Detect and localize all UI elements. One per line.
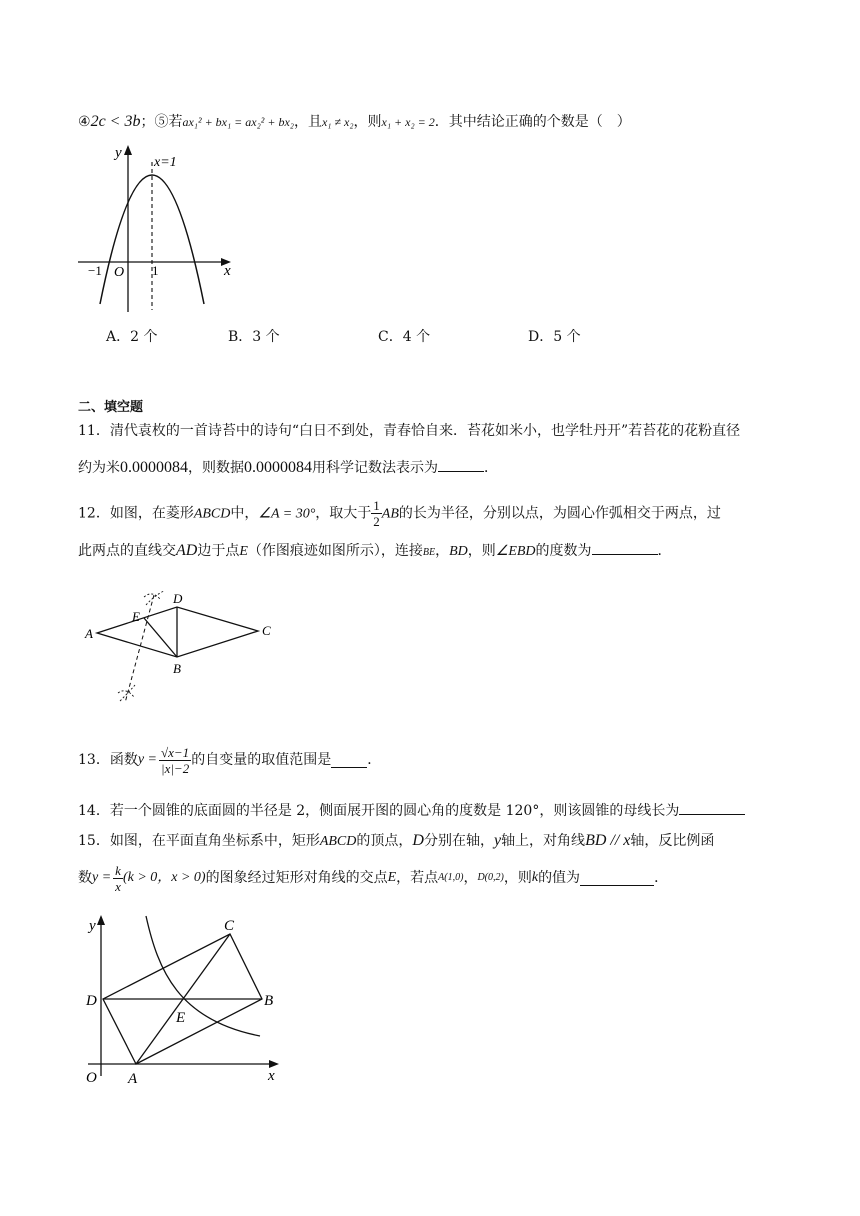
q13-fraction [159, 745, 191, 776]
q10-choice-c[interactable]: C．4 个 [378, 329, 431, 345]
q12-label-e: E [132, 609, 140, 624]
q10-tick-neg1: −1 [88, 263, 102, 278]
q13-numerator: √x−1 [159, 745, 191, 761]
q10-axis-label: x=1 [154, 155, 177, 170]
q13-prefix: 13．函数 [78, 752, 138, 768]
q12-label-c: C [262, 623, 271, 638]
q13-answer-blank[interactable] [331, 753, 367, 768]
q12-line1 [78, 498, 721, 529]
q10-mid2: ，则 [353, 114, 382, 130]
q12-ad: AD [176, 542, 198, 559]
q15-label-b: B [264, 993, 274, 1009]
q12-l2-e: ，则 [467, 543, 496, 559]
q15-y-arrow [97, 915, 105, 925]
q12-l1-c: ，取大于 [315, 505, 372, 522]
q12-angle: ∠A = 30° [258, 506, 316, 522]
q12-l1-a: 12．如图，在菱形 [78, 505, 194, 522]
q12-bd: BD [449, 544, 468, 559]
q12-label-a: A [85, 626, 93, 641]
q15-l1-d: 轴上，对角线 [501, 833, 586, 849]
q12-l2-b: 边于点 [197, 543, 240, 559]
q15-l2-a: 数 [78, 870, 92, 886]
q15-l1-e: 轴，反比例函 [630, 833, 715, 849]
q15-rectangle-figure [78, 910, 288, 1090]
q10-sum: x₁ + x₂ = 2 [381, 115, 435, 129]
q15-l1-a: 15．如图，在平面直角坐标系中，矩形 [78, 833, 320, 849]
q12-l2-d: ， [435, 543, 450, 559]
q15-l1-b: 的顶点， [356, 833, 413, 849]
q15-abcd: ABCD [319, 834, 357, 849]
q10-eq5: ax₁² + bx₁ = ax₂² + bx₂ [182, 115, 294, 129]
q10-x-label: x [224, 263, 231, 279]
q12-l2-f: 的度数为 [535, 543, 592, 559]
q15-fraction [113, 863, 123, 894]
section-title: 二、填空题 [78, 400, 144, 415]
q10-tick-1: 1 [152, 263, 159, 278]
q11-num-b: 0.0000084 [244, 459, 312, 476]
q10-line [78, 112, 631, 132]
q15-y-eq: y = [92, 870, 112, 885]
q11-text-a: 约为米 [78, 460, 120, 476]
q13-y-eq: y = [137, 752, 157, 767]
q11-num-a: 0.0000084 [120, 459, 188, 476]
q15-l2-b: 的图象经过矩形对角线的交点 [205, 870, 388, 886]
q15-y-label: y [89, 918, 96, 934]
q13-line [78, 742, 381, 778]
q15-kk: k [531, 870, 539, 885]
q14-text: 14．若一个圆锥的底面圆的半径是 2，侧面展开图的圆心角的度数是 120°，则该圆锥的母线长为 [78, 803, 680, 819]
q15-bdx: BD // x [585, 832, 631, 849]
q12-ab: AB [381, 506, 399, 522]
q15-end: ． [654, 870, 669, 886]
q12-e: E [239, 544, 248, 559]
q15-label-e: E [176, 1010, 186, 1026]
q15-label-a: A [128, 1071, 138, 1087]
q15-e: E [387, 870, 397, 885]
q12-l1-b: 中， [230, 505, 259, 522]
q12-arc-top-2 [146, 591, 164, 605]
q10-origin: O [114, 265, 125, 280]
q11-line1: 11．清代袁枚的一首诗苔中的诗句“白日不到处，青春恰自来．苔花如米小，也学牡丹开”若苔花的花粉直径 [78, 423, 741, 439]
q13-suffix: 的自变量的取值范围是 [191, 752, 332, 768]
q10-choice-a[interactable]: A．2 个 [106, 329, 158, 345]
q10-y-arrow [124, 145, 132, 155]
q11-text-b: ，则数据 [188, 460, 244, 476]
q11-line2 [78, 457, 498, 478]
q12-abcd: ABCD [193, 506, 231, 522]
q10-choice-d[interactable]: D．5 个 [528, 329, 581, 345]
q12-frac-num: 1 [373, 498, 380, 513]
q15-label-d: D [86, 993, 97, 1009]
q12-l2-c: （作图痕迹如图所示），连接 [247, 543, 423, 559]
q12-l2-a: 此两点的直线交 [78, 543, 176, 559]
q15-point-d: D(0,2) [477, 872, 504, 883]
q10-sep: ；⑤若 [140, 114, 183, 130]
q15-y: y [493, 832, 502, 849]
q15-x-arrow [269, 1060, 279, 1068]
q15-d: D [412, 832, 424, 849]
q10-neq: x₁ ≠ x₂ [321, 115, 354, 129]
q12-end: ． [657, 543, 672, 559]
q12-label-d: D [173, 591, 183, 606]
q15-origin: O [86, 1070, 97, 1086]
q15-l1-c: 分别在轴， [423, 833, 494, 849]
q11-end: ． [484, 460, 498, 476]
q14-answer-blank[interactable] [679, 800, 745, 815]
q15-x-label: x [268, 1068, 275, 1084]
q15-label-c: C [224, 918, 235, 934]
q12-rhombus-figure [80, 585, 280, 710]
q10-prefix: ④ [78, 114, 91, 130]
q12-ebd: ∠EBD [495, 544, 536, 559]
q10-choice-b[interactable]: B．3 个 [228, 329, 280, 345]
q13-denominator: |x|−2 [161, 760, 190, 776]
q11-answer-blank[interactable] [438, 457, 484, 472]
q15-l2-f: 的值为 [538, 870, 581, 886]
q15-answer-blank[interactable] [580, 871, 654, 886]
q15-frac-k: k [115, 862, 121, 878]
q12-label-b: B [173, 661, 181, 676]
q14-line [78, 800, 745, 821]
q10-cond4: 2c < 3b [90, 113, 141, 130]
q12-be: BE [422, 547, 436, 558]
q10-mid1: ，且 [293, 114, 322, 130]
q15-line1 [78, 831, 714, 852]
q15-line2 [78, 860, 668, 896]
q12-line2 [78, 540, 672, 563]
q15-hyperbola [146, 916, 260, 1036]
q12-fraction [371, 498, 382, 529]
q15-l2-d: ， [463, 870, 478, 886]
q12-frac-den: 2 [373, 514, 380, 529]
q10-tail: ．其中结论正确的个数是（ ） [434, 114, 631, 130]
q12-answer-blank[interactable] [592, 540, 658, 555]
q12-l1-d: 的长为半径，分别以点，为圆心作弧相交于两点，过 [398, 505, 721, 522]
q15-l2-e: ，则 [503, 870, 532, 886]
q15-l2-c: ，若点 [396, 870, 439, 886]
q13-end: ． [367, 752, 382, 768]
q11-text-c: 用科学记数法表示为 [312, 460, 438, 476]
q12-arc-bottom-1 [118, 691, 134, 697]
q15-cond: (k > 0，x > 0) [122, 870, 206, 885]
q15-point-a: A(1,0) [438, 872, 464, 883]
q12-arc-top-1 [144, 594, 160, 599]
q10-y-label: y [115, 145, 122, 161]
q10-parabola-graph [74, 142, 244, 317]
q15-frac-x: x [115, 878, 121, 894]
q12-segment-be [144, 618, 177, 657]
